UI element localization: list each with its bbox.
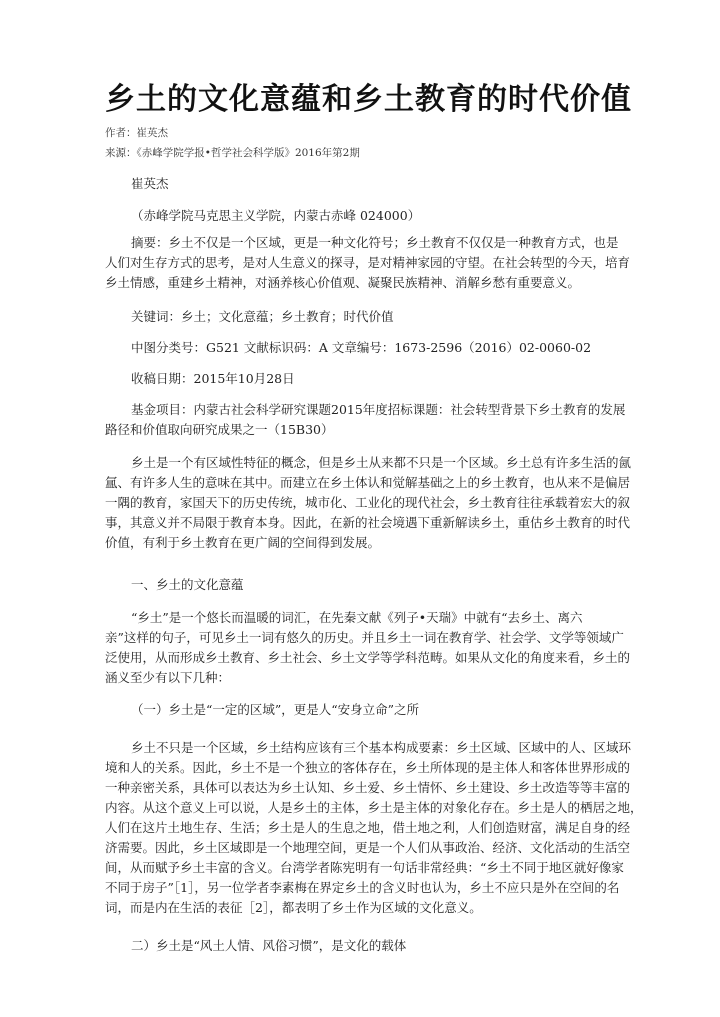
text-line: 一隅的教育，家国天下的历史传统，城市化、工业化的现代社会，乡土教育往往承载着宏大的叙 (105, 495, 631, 510)
source-line: 来源：《赤峰学院学报•哲学社会科学版》2016年第2期 (105, 147, 360, 159)
section-heading-1: 一、乡土的文化意蕴 (131, 577, 244, 592)
text-line: 基金项目：内蒙古社会科学研究课题2015年度招标课题：社会转型背景下乡土教育的发展 (131, 402, 626, 417)
section1-paragraph (105, 608, 645, 688)
text-line: 氲、有许多人生的意味在其中。而建立在乡土体认和觉解基础之上的乡土教育，也从来不是偏居 (105, 475, 631, 490)
abstract (105, 233, 645, 293)
fund-info (105, 400, 645, 440)
intro-paragraph (105, 453, 645, 553)
text-line: 路径和价值取向研究成果之一（15B30） (105, 422, 334, 437)
text-line: 摘要：乡土不仅是一个区域，更是一种文化符号；乡土教育不仅仅是一种教育方式，也是 (131, 235, 619, 250)
text-line: 人们在这片土地生存、生活；乡土是人的生息之地，借土地之利，人们创造财富，满足自身的经 (105, 820, 631, 835)
affiliation: （赤峰学院马克思主义学院，内蒙古赤峰 024000） (131, 208, 421, 223)
subsection1-paragraph (105, 738, 645, 918)
article-title: 乡土的文化意蕴和乡土教育的时代价值 (105, 82, 632, 117)
subsection-heading-2: 二）乡土是“风土人情、风俗习惯”，是文化的载体 (131, 938, 407, 953)
text-line: 泛使用，从而形成乡土教育、乡土社会、乡土文学等学科范畴。如果从文化的角度来看，乡土的 (105, 650, 631, 665)
text-line: 济需要。因此，乡土区域即是一个地理空间，更是一个人们从事政治、经济、文化活动的生活空 (105, 840, 631, 855)
text-line: 事，其意义并不局限于教育本身。因此，在新的社会境遇下重新解读乡土，重估乡土教育的时代 (105, 515, 631, 530)
keywords: 关键词：乡土；文化意蕴；乡土教育；时代价值 (131, 309, 394, 324)
text-line: 境和人的关系。因此，乡土不是一个独立的客体存在，乡土所体现的是主体人和客体世界形成的 (105, 760, 631, 775)
text-line: 价值，有利于乡土教育在更广阔的空间得到发展。 (105, 535, 381, 550)
text-line: 乡土是一个有区域性特征的概念，但是乡土从来都不只是一个区域。乡土总有许多生活的氤 (131, 455, 632, 470)
text-line: 词，而是内在生活的表征［2］，都表明了乡土作为区域的文化意义。 (105, 900, 482, 915)
text-line: 亲”这样的句子，可见乡土一词有悠久的历史。并且乡土一词在教育学、社会学、文学等领域广 (105, 630, 624, 645)
text-line: 人们对生存方式的思考，是对人生意义的探寻，是对精神家园的守望。在社会转型的今天，培育 (105, 255, 631, 270)
text-line: 内容。从这个意义上可以说，人是乡土的主体，乡土是主体的对象化存在。乡土是人的栖居之地， (105, 800, 643, 815)
received-date: 收稿日期：2015年10月28日 (131, 371, 295, 386)
text-line: 涵义至少有以下几种： (105, 670, 231, 685)
subsection-heading-1: （一）乡土是“一定的区域”，更是人“安身立命”之所 (131, 702, 420, 717)
text-line: 乡土不只是一个区域，乡土结构应该有三个基本构成要素：乡土区域、区域中的人、区域环 (131, 740, 632, 755)
author-name: 崔英杰 (131, 176, 169, 191)
classification: 中图分类号：G521 文献标识码：A 文章编号：1673-2596（2016）02-0060-02 (131, 340, 592, 355)
text-line: 乡土情感，重建乡土精神，对涵养核心价值观、凝聚民族精神、消解乡愁有重要意义。 (105, 275, 581, 290)
text-line: 不同于房子”［1］，另一位学者李素梅在界定乡土的含义时也认为，乡土不应只是外在空间的名 (105, 880, 620, 895)
text-line: 一种亲密关系，具体可以表达为乡土认知、乡土爱、乡土情怀、乡土建设、乡土改造等等丰富的 (105, 780, 631, 795)
text-line: 间，从而赋予乡土丰富的含义。台湾学者陈宪明有一句话非常经典：“乡土不同于地区就好像家 (105, 860, 624, 875)
text-line: “乡土”是一个悠长而温暖的词汇，在先秦文献《列子•天瑞》中就有“去乡土、离六 (131, 610, 583, 625)
author-line: 作者：崔英杰 (105, 127, 168, 139)
